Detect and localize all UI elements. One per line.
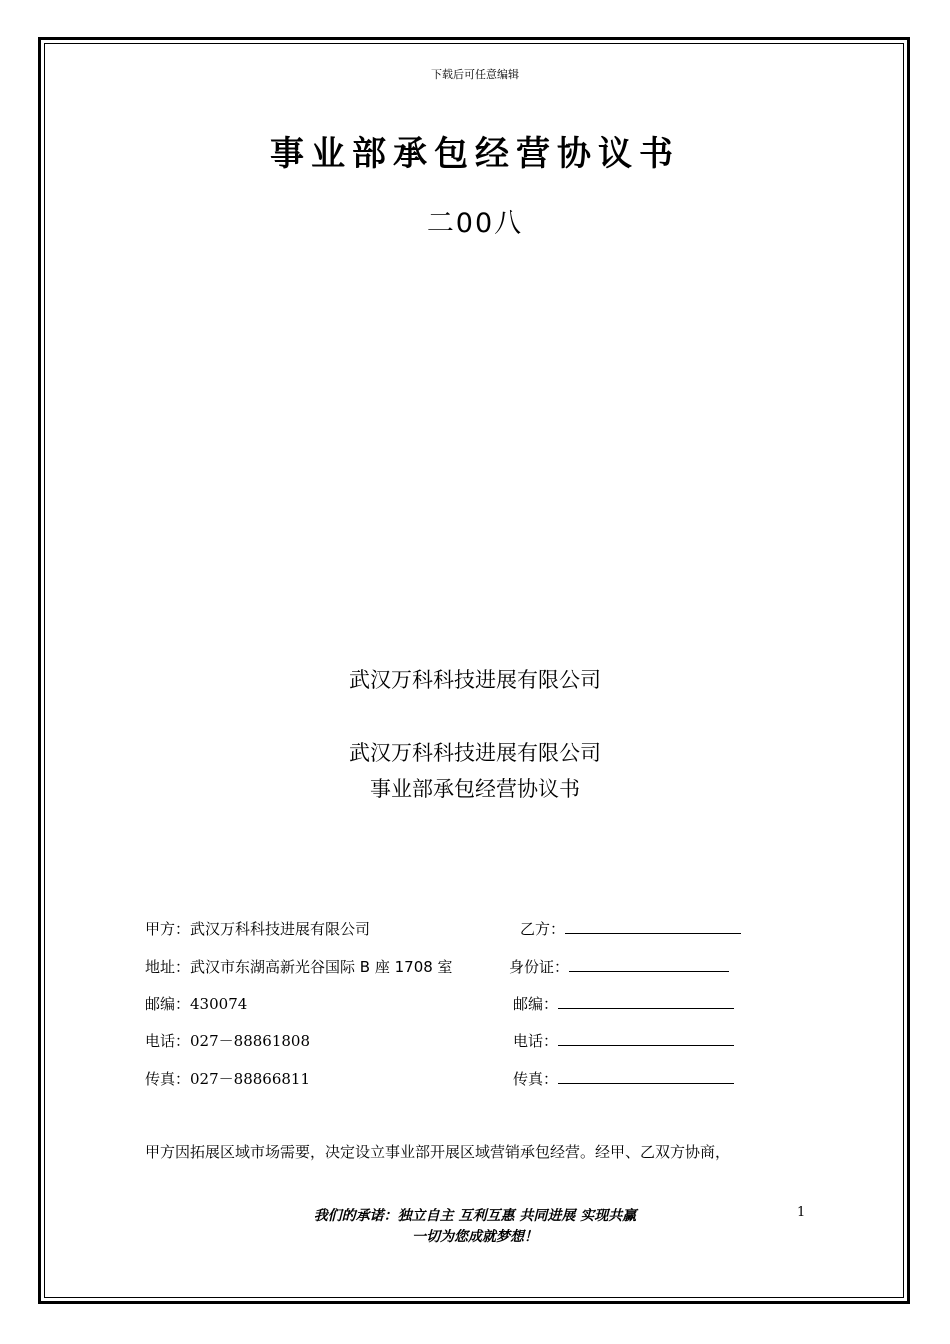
party-a-phone-value: 027－88861808 bbox=[190, 1032, 310, 1050]
party-b-name-label: 乙方： bbox=[520, 920, 566, 938]
footer-slogan-line2: 一切为您成就梦想！ bbox=[412, 1229, 538, 1245]
party-a-fax-value: 027－88866811 bbox=[190, 1070, 310, 1088]
party-a-phone-label: 电话： bbox=[145, 1032, 191, 1050]
party-a-postcode-value: 430074 bbox=[190, 995, 248, 1013]
party-a-name-row bbox=[145, 918, 370, 939]
party-a-address-label: 地址： bbox=[145, 958, 191, 976]
page-number: 1 bbox=[797, 1205, 806, 1220]
party-b-phone-row bbox=[513, 1030, 734, 1051]
party-b-id-blank[interactable] bbox=[569, 961, 729, 972]
party-b-name-row bbox=[520, 918, 741, 939]
party-a-address-row bbox=[145, 956, 453, 977]
intro-paragraph: 甲方因拓展区域市场需要，决定设立事业部开展区域营销承包经营。经甲、乙双方协商， bbox=[145, 1143, 731, 1161]
party-a-phone-row bbox=[145, 1030, 310, 1051]
party-b-phone-blank[interactable] bbox=[558, 1035, 734, 1046]
party-a-postcode-row bbox=[145, 993, 247, 1014]
party-b-postcode-label: 邮编： bbox=[513, 995, 559, 1013]
header-note: 下载后可任意编辑 bbox=[431, 68, 519, 81]
party-b-id-row bbox=[509, 956, 729, 977]
agreement-company: 武汉万科科技进展有限公司 bbox=[349, 741, 601, 765]
party-b-fax-label: 传真： bbox=[513, 1070, 559, 1088]
company-name: 武汉万科科技进展有限公司 bbox=[349, 668, 601, 692]
party-b-fax-row bbox=[513, 1068, 734, 1089]
party-a-address-value: 武汉市东湖高新光谷国际 B 座 1708 室 bbox=[190, 958, 453, 976]
party-a-name-value: 武汉万科科技进展有限公司 bbox=[190, 920, 371, 938]
party-a-fax-label: 传真： bbox=[145, 1070, 191, 1088]
party-b-id-label: 身份证： bbox=[509, 958, 570, 976]
party-a-postcode-label: 邮编： bbox=[145, 995, 191, 1013]
party-b-name-blank[interactable] bbox=[565, 923, 741, 934]
party-b-postcode-blank[interactable] bbox=[558, 998, 734, 1009]
party-b-phone-label: 电话： bbox=[513, 1032, 559, 1050]
agreement-subtitle: 事业部承包经营协议书 bbox=[370, 777, 580, 801]
party-a-name-label: 甲方： bbox=[145, 920, 191, 938]
party-b-fax-blank[interactable] bbox=[558, 1073, 734, 1084]
footer-slogan-line1: 我们的承诺：独立自主 互利互惠 共同进展 实现共赢 bbox=[313, 1208, 637, 1224]
party-b-postcode-row bbox=[513, 993, 734, 1014]
party-a-fax-row bbox=[145, 1068, 310, 1089]
document-title: 事业部承包经营协议书 bbox=[270, 134, 680, 174]
document-year: 二00八 bbox=[426, 208, 524, 239]
